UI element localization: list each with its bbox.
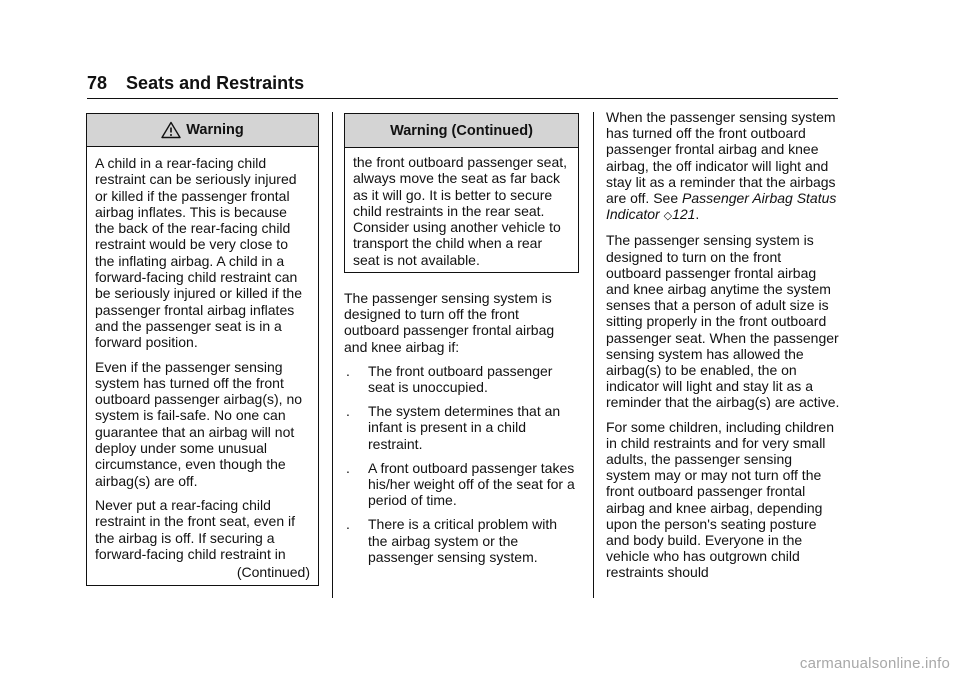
list-item: . The system determines that an infant is present in a child restraint. [346, 403, 561, 452]
warning-continued-box [344, 113, 579, 273]
condition-list [344, 363, 577, 565]
indicator-paragraph: When the passenger sensing system has turned off the front outboard passenger frontal airbag and knee airbag, the off indicator will light and stay lit as a reminder that the airbags are off. See Passenger Airbag Status Indicator ◇121. [606, 109, 837, 223]
warning-box-body [87, 147, 318, 594]
warning-continued-body [345, 148, 578, 274]
intro-paragraph: The passenger sensing system is designed to turn off the front outboard passenger frontal airbag and knee airbag if: [344, 290, 555, 355]
page-number: 78 [87, 73, 108, 93]
column-divider-right [593, 112, 594, 598]
enable-paragraph: The passenger sensing system is designed to turn on the front outboard passenger frontal airbag and knee airbag anytime the system senses that a person of adult size is sitting properly in the front outboard passenger seat. When the passenger sensing system has allowed the airbag(s) to be enabled, the on indicator will light and stay lit as a reminder that the airbag(s) are active. [606, 232, 840, 411]
list-item: . A front outboard passenger takes his/her weight off of the seat for a period of time. [346, 459, 575, 509]
header-rule [87, 98, 838, 99]
middle-column [344, 290, 577, 573]
warning-continued-header [345, 114, 578, 148]
warning-box-title: Warning [186, 122, 244, 138]
page-reference-icon: ◇ [663, 210, 673, 223]
warning-paragraph: Never put a rear-facing child restraint in the front seat, even if the airbag is off. If securing a forward-facing child restraint in [95, 496, 295, 562]
list-item: . There is a critical problem with the airbag system or the passenger sensing system. [346, 516, 558, 565]
warning-box-header [87, 114, 318, 147]
children-paragraph: For some children, including children in child restraints and for very small adults, the passenger sensing system may or may not turn off the front outboard passenger frontal airbag and knee airbag, depending upon the person's seating posture and body build. Everyone in the vehicle who has outgrown child restraints should [606, 418, 834, 581]
warning-paragraph: Even if the passenger sensing system has turned off the front outboard passenger airbag(s), no system is fail-safe. No one can guarantee that an airbag will not deploy under some unusual circumstance, even though the airbag(s) are off. [95, 358, 303, 489]
warning-continued-text: the front outboard passenger seat, always move the seat as far back as it will go. It is better to secure child restraints in the rear seat. Consider using another vehicle to transport the child when a rear seat is not available. [353, 154, 568, 268]
right-column [606, 109, 840, 589]
column-divider-left [332, 112, 333, 598]
warning-triangle-icon [161, 121, 181, 139]
cross-reference-link[interactable]: Passenger Airbag Status Indicator [606, 190, 837, 223]
warning-box [86, 113, 319, 586]
continued-label: (Continued) [236, 564, 310, 581]
page-header [87, 70, 837, 96]
watermark: carmanualsonline.info [799, 655, 950, 672]
section-title: Seats and Restraints [126, 73, 305, 93]
page-reference-number[interactable]: 121 [672, 206, 696, 223]
list-item: . The front outboard passenger seat is unoccupied. [346, 362, 553, 396]
warning-paragraph: A child in a rear-facing child restraint can be seriously injured or killed if the passenger frontal airbag inflates. This is because the back of the rear-facing child restraint would be very close to the inflating airbag. A child in a forward-facing child restraint can be seriously injured or killed if the passenger frontal airbag inflates and the passenger seat is in a forward position. [95, 155, 302, 351]
warning-continued-title: Warning (Continued) [390, 122, 533, 139]
